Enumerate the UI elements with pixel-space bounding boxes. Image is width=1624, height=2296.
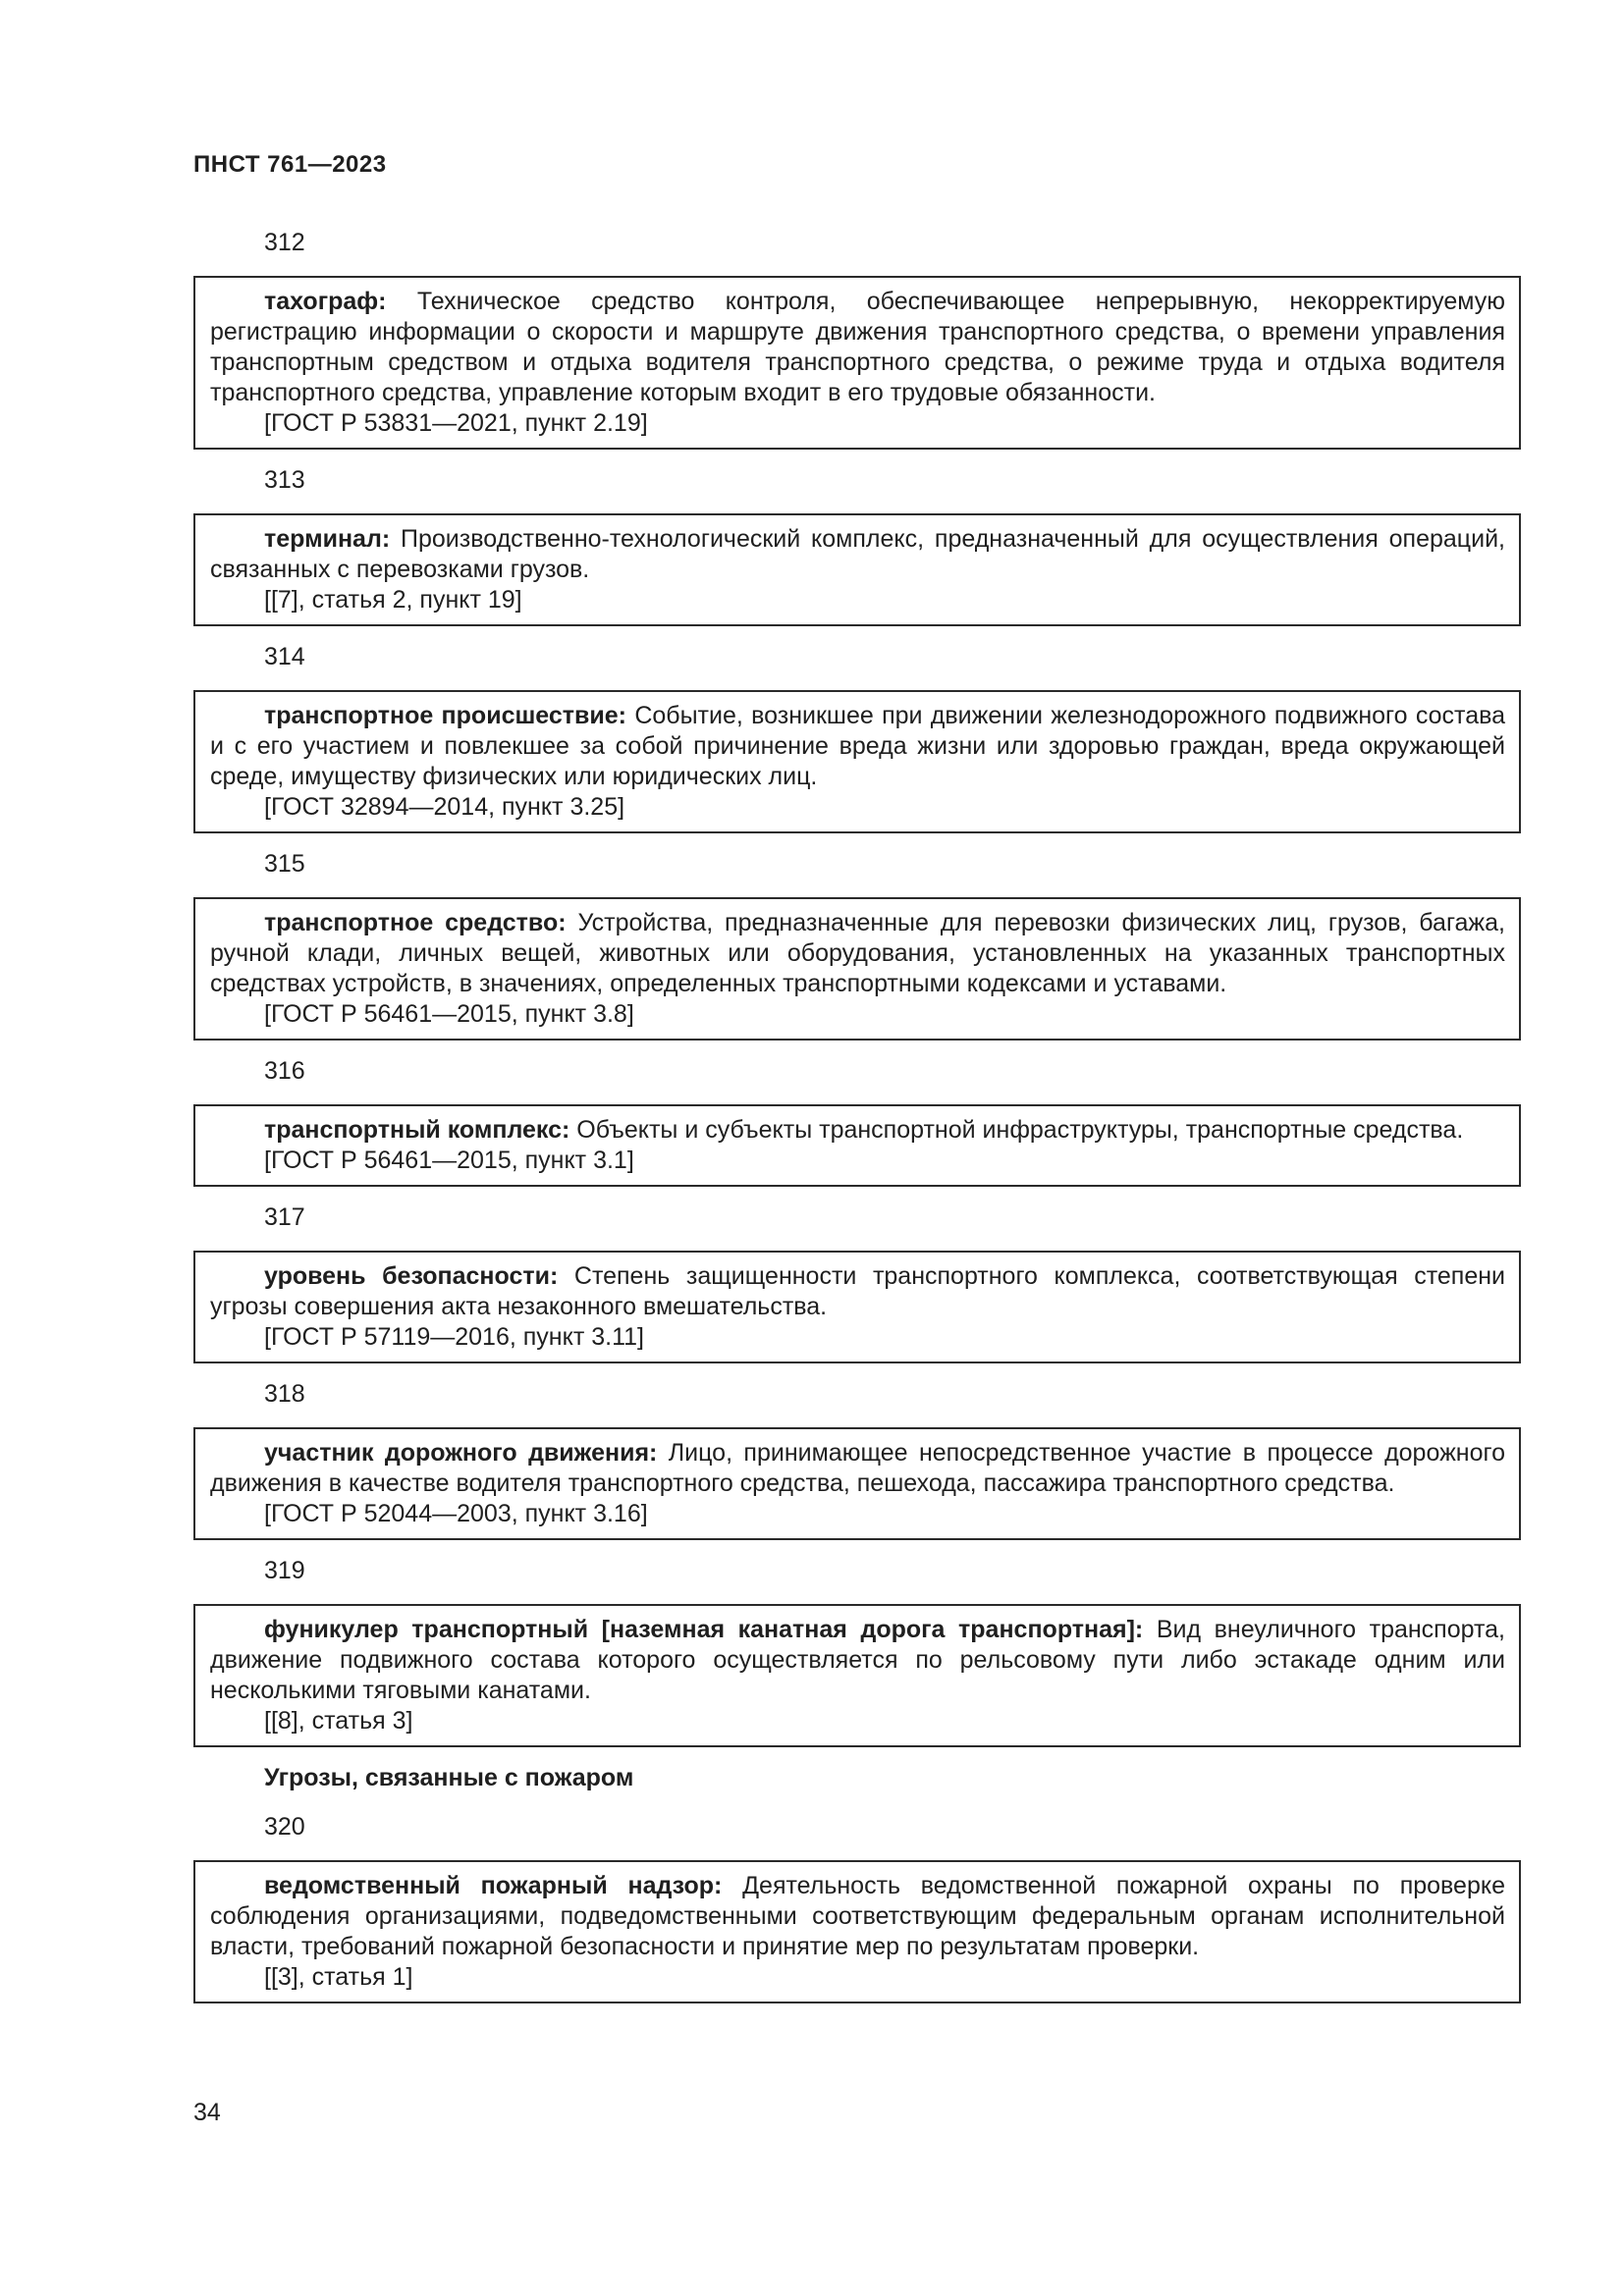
terms-list [193, 228, 1521, 2019]
term-text: Вид внеуличного транспорта, движение подвижного состава которого осуществляется по рельсовому пути либо эстакаде одним или несколькими тяговыми канатами. [210, 1616, 1505, 1704]
term-box [193, 276, 1521, 450]
term-name: уровень безопасности: [264, 1262, 559, 1290]
term-text: Объекты и субъекты транспортной инфраструктуры, транспортные средства. [576, 1116, 1464, 1144]
term-name: терминал: [264, 525, 391, 553]
page-number: 34 [193, 2099, 221, 2126]
term-number: 319 [264, 1557, 305, 1584]
term-source: [ГОСТ Р 56461—2015, пункт 3.8] [264, 1000, 634, 1028]
term-name: фуникулер транспортный [наземная канатная дорога транспортная]: [264, 1616, 1144, 1643]
term-box [193, 1427, 1521, 1540]
term-number: 318 [264, 1380, 305, 1408]
term-number: 313 [264, 466, 305, 494]
term-text: Лицо, принимающее непосредственное участие в процессе дорожного движения в качестве водителя транспортного средства, пешехода, пассажира транспортного средства. [210, 1439, 1505, 1497]
term-definition [210, 1871, 1505, 1962]
term-name: участник дорожного движения: [264, 1439, 658, 1467]
section-title: Угрозы, связанные с пожаром [264, 1764, 634, 1791]
term-source: [ГОСТ Р 53831—2021, пункт 2.19] [264, 409, 648, 437]
term-number: 320 [264, 1813, 305, 1841]
term-definition [210, 287, 1505, 408]
term-source: [ГОСТ Р 56461—2015, пункт 3.1] [264, 1147, 634, 1174]
term-definition [210, 701, 1505, 792]
term-box [193, 1251, 1521, 1363]
term-definition [210, 524, 1505, 585]
term-name: транспортный комплекс: [264, 1116, 570, 1144]
term-box [193, 897, 1521, 1041]
term-number: 317 [264, 1203, 305, 1231]
term-name: тахограф: [264, 288, 387, 315]
term-text: Степень защищенности транспортного комплекса, соответствующая степени угрозы совершения акта незаконного вмешательства. [210, 1262, 1506, 1320]
term-number: 312 [264, 229, 305, 256]
term-box [193, 1104, 1521, 1187]
term-box [193, 1604, 1521, 1747]
term-text: Деятельность ведомственной пожарной охраны по проверке соблюдения организациями, подведомственными соответствующим федеральным органам исполнительной власти, требований пожарной безопасности и принятие мер по результатам проверки. [210, 1872, 1505, 1960]
term-name: транспортное происшествие: [264, 702, 626, 729]
term-text: Событие, возникшее при движении железнодорожного подвижного состава и с его участием и повлекшее за собой причинение вреда жизни или здоровью граждан, вреда окружающей среде, имуществу физических или юридических лиц. [210, 702, 1505, 790]
term-source: [[7], статья 2, пункт 19] [264, 586, 522, 614]
term-definition [210, 1615, 1505, 1706]
term-definition [210, 1115, 1505, 1146]
document-code: ПНСТ 761—2023 [193, 151, 387, 178]
term-name: ведомственный пожарный надзор: [264, 1872, 723, 1899]
term-name: транспортное средство: [264, 909, 567, 936]
term-source: [[8], статья 3] [264, 1707, 413, 1735]
term-source: [ГОСТ Р 52044—2003, пункт 3.16] [264, 1500, 648, 1527]
term-text: Техническое средство контроля, обеспечивающее непрерывную, некорректируемую регистрацию информации о скорости и маршруте движения транспортного средства, о времени управления транспортным средством и отдыха водителя транспортного средства, о режиме труда и отдыха водителя транспортного средства, управление которым входит в его трудовые обязанности. [210, 288, 1505, 406]
term-text: Устройства, предназначенные для перевозки физических лиц, грузов, багажа, ручной клади, личных вещей, животных или оборудования, установленных на указанных транспортных средствах устройств, в значениях, определенных транспортными кодексами и уставами. [210, 909, 1505, 997]
term-source: [[3], статья 1] [264, 1963, 413, 1991]
term-source: [ГОСТ Р 57119—2016, пункт 3.11] [264, 1323, 644, 1351]
term-text: Производственно-технологический комплекс, предназначенный для осуществления операций, связанных с перевозками грузов. [210, 525, 1505, 583]
term-definition [210, 1261, 1505, 1322]
term-definition [210, 1438, 1505, 1499]
term-number: 315 [264, 850, 305, 878]
term-box [193, 1860, 1521, 2003]
term-source: [ГОСТ 32894—2014, пункт 3.25] [264, 793, 625, 821]
term-number: 316 [264, 1057, 305, 1085]
term-number: 314 [264, 643, 305, 670]
term-definition [210, 908, 1505, 999]
term-box [193, 513, 1521, 626]
term-box [193, 690, 1521, 833]
